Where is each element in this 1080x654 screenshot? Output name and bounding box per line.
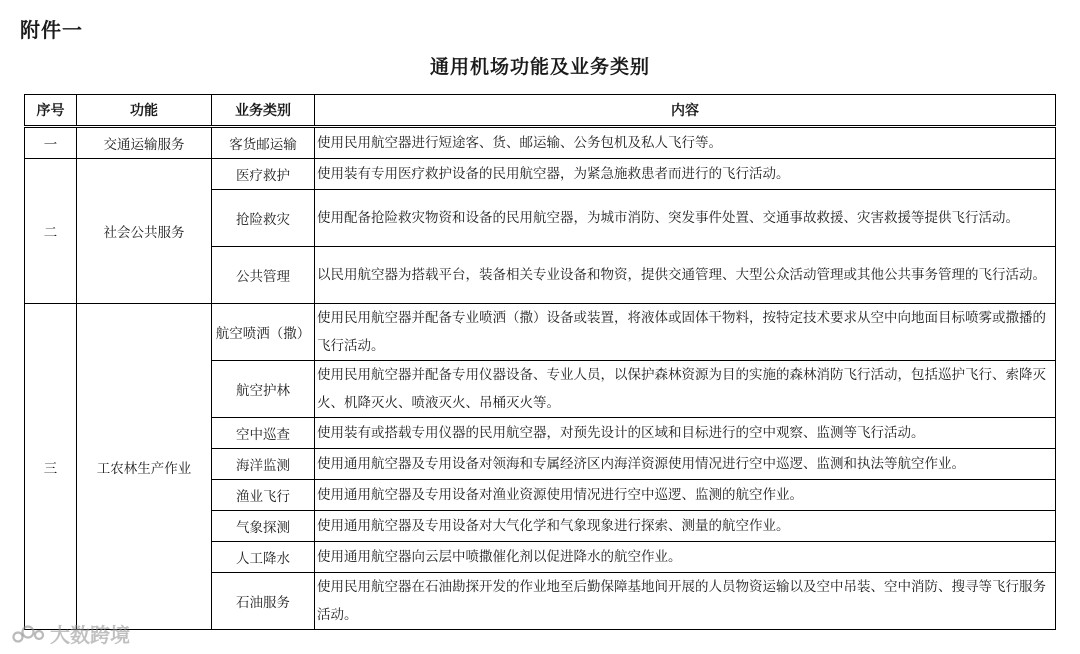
category-cell: 海洋监测 (212, 449, 315, 480)
category-cell: 气象探测 (212, 511, 315, 542)
seq-cell: 二 (25, 159, 77, 304)
attachment-label: 附件一 (20, 18, 83, 42)
category-cell: 人工降水 (212, 542, 315, 573)
table-row (25, 159, 1056, 190)
function-cell: 社会公共服务 (77, 159, 212, 304)
seq-cell: 三 (25, 304, 77, 630)
column-header-content: 内容 (315, 95, 1056, 127)
watermark (12, 619, 130, 648)
content-cell: 使用通用航空器及专用设备对大气化学和气象现象进行探索、测量的航空作业。 (315, 511, 1056, 542)
content-cell: 使用通用航空器向云层中喷撒催化剂以促进降水的航空作业。 (315, 542, 1056, 573)
seq-cell: 一 (25, 127, 77, 159)
business-category-table (24, 94, 1056, 630)
category-cell: 空中巡查 (212, 418, 315, 449)
content-cell: 使用装有或搭载专用仪器的民用航空器，对预先设计的区域和目标进行的空中观察、监测等飞行活动。 (315, 418, 1056, 449)
content-cell: 使用通用航空器及专用设备对渔业资源使用情况进行空中巡逻、监测的航空作业。 (315, 480, 1056, 511)
document-title: 通用机场功能及业务类别 (429, 56, 650, 78)
content-cell: 使用通用航空器及专用设备对领海和专属经济区内海洋资源使用情况进行空中巡逻、监测和执法等航空作业。 (315, 449, 1056, 480)
content-cell: 以民用航空器为搭载平台，装备相关专业设备和物资，提供交通管理、大型公众活动管理或其他公共事务管理的飞行活动。 (315, 247, 1056, 304)
table-header-row (25, 95, 1056, 127)
category-cell: 公共管理 (212, 247, 315, 304)
table-row (25, 304, 1056, 361)
content-cell: 使用配备抢险救灾物资和设备的民用航空器，为城市消防、突发事件处置、交通事故救援、灾害救援等提供飞行活动。 (315, 190, 1056, 247)
content-cell: 使用民用航空器并配备专业喷洒（撒）设备或装置，将液体或固体干物料，按特定技术要求从空中向地面目标喷雾或撒播的飞行活动。 (315, 304, 1056, 361)
category-cell: 医疗救护 (212, 159, 315, 190)
content-cell: 使用民用航空器并配备专用仪器设备、专业人员，以保护森林资源为目的实施的森林消防飞行活动，包括巡护飞行、索降灭火、机降灭火、喷液灭火、吊桶灭火等。 (315, 361, 1056, 418)
watermark-text: 大数跨境 (50, 623, 130, 647)
content-cell: 使用民用航空器在石油勘探开发的作业地至后勤保障基地间开展的人员物资运输以及空中吊装、空中消防、搜寻等飞行服务活动。 (315, 573, 1056, 630)
category-cell: 渔业飞行 (212, 480, 315, 511)
category-cell: 航空喷洒（撒） (212, 304, 315, 361)
logo-icon (12, 623, 46, 645)
category-cell: 客货邮运输 (212, 127, 315, 159)
category-cell: 石油服务 (212, 573, 315, 630)
category-cell: 抢险救灾 (212, 190, 315, 247)
content-cell: 使用装有专用医疗救护设备的民用航空器，为紧急施救患者而进行的飞行活动。 (315, 159, 1056, 190)
function-cell: 交通运输服务 (77, 127, 212, 159)
table-row (25, 127, 1056, 159)
column-header-function: 功能 (77, 95, 212, 127)
column-header-category: 业务类别 (212, 95, 315, 127)
category-cell: 航空护林 (212, 361, 315, 418)
function-cell: 工农林生产作业 (77, 304, 212, 630)
column-header-seq: 序号 (25, 95, 77, 127)
content-cell: 使用民用航空器进行短途客、货、邮运输、公务包机及私人飞行等。 (315, 127, 1056, 159)
